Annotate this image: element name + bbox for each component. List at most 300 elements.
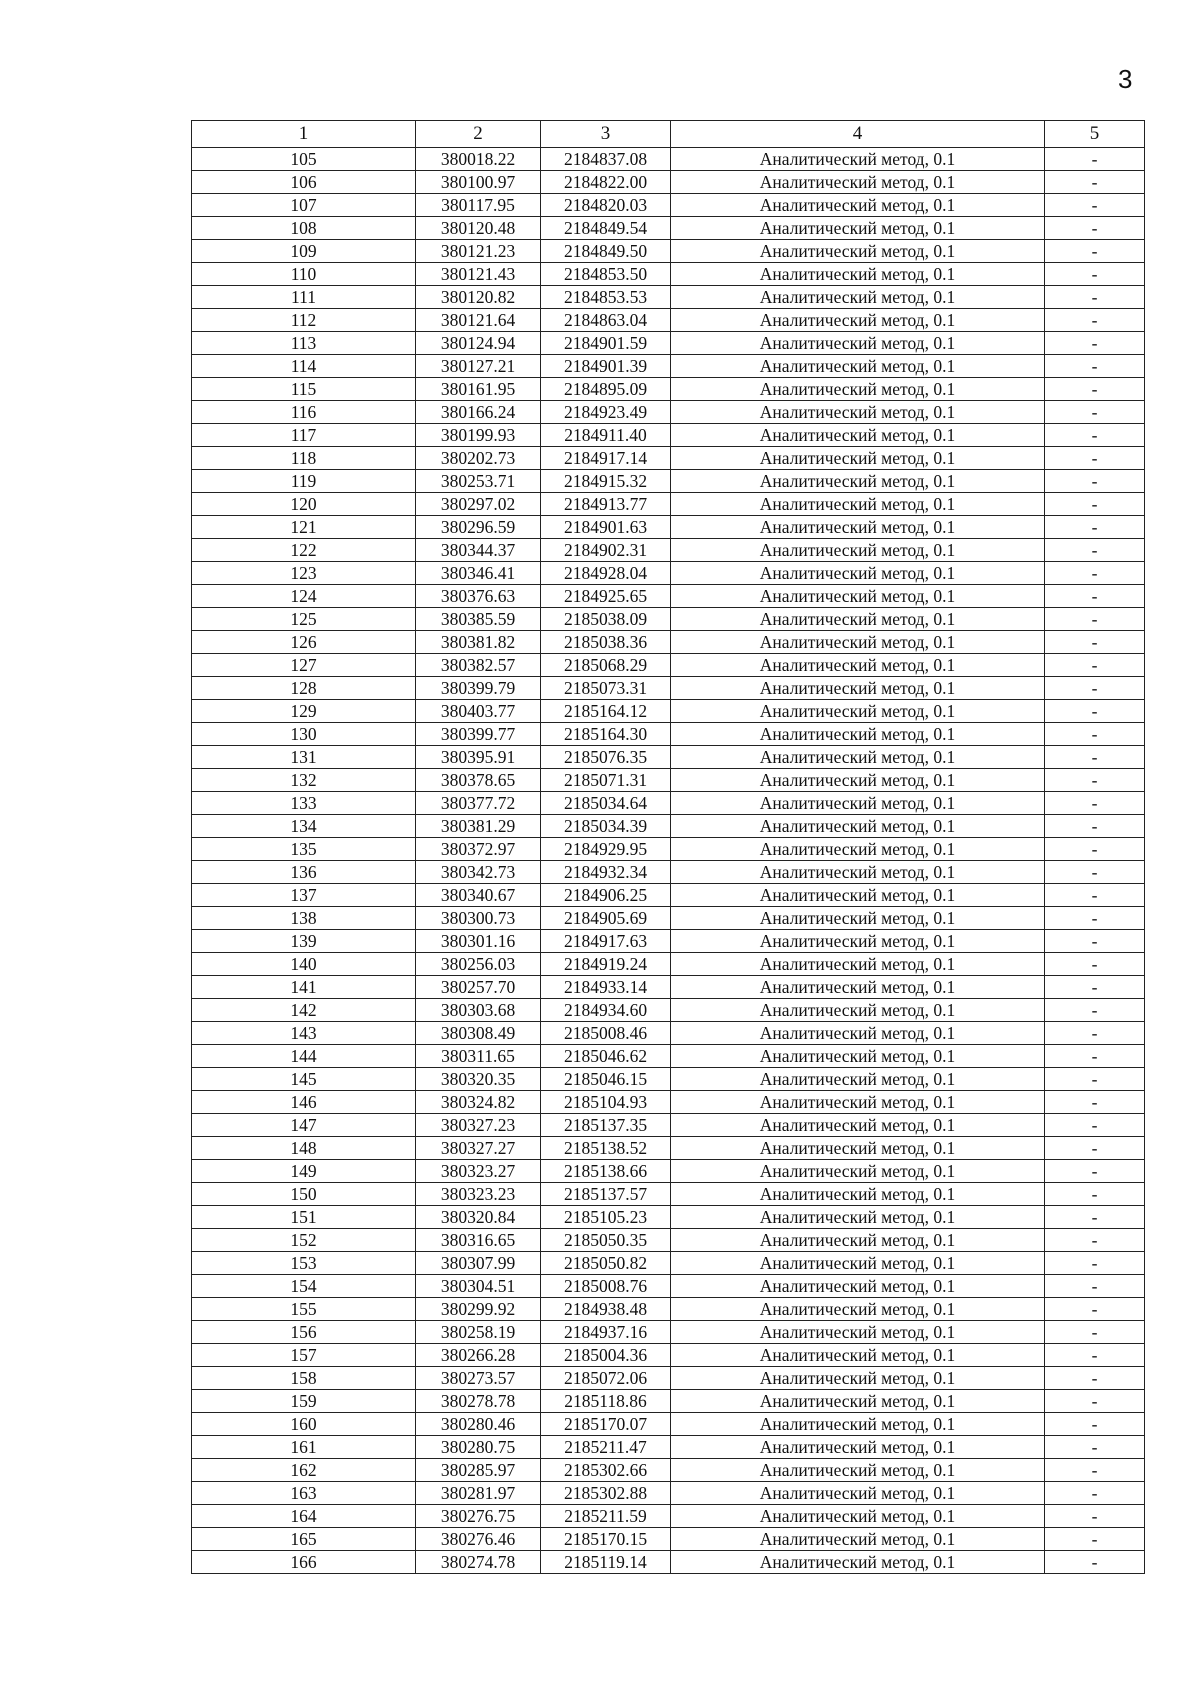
table-row: [192, 700, 1145, 723]
point-number-cell: 143: [192, 1022, 416, 1045]
x-coordinate-cell: 380327.23: [416, 1114, 541, 1137]
note-cell: -: [1045, 1206, 1145, 1229]
x-coordinate-cell: 380327.27: [416, 1137, 541, 1160]
method-cell: Аналитический метод, 0.1: [671, 700, 1045, 723]
point-number-cell: 156: [192, 1321, 416, 1344]
x-coordinate-cell: 380018.22: [416, 148, 541, 171]
point-number-cell: 161: [192, 1436, 416, 1459]
method-cell: Аналитический метод, 0.1: [671, 309, 1045, 332]
table-row: [192, 240, 1145, 263]
y-coordinate-cell: 2184929.95: [541, 838, 671, 861]
note-cell: -: [1045, 1505, 1145, 1528]
x-coordinate-cell: 380266.28: [416, 1344, 541, 1367]
x-coordinate-cell: 380299.92: [416, 1298, 541, 1321]
point-number-cell: 120: [192, 493, 416, 516]
point-number-cell: 129: [192, 700, 416, 723]
x-coordinate-cell: 380311.65: [416, 1045, 541, 1068]
y-coordinate-cell: 2185137.35: [541, 1114, 671, 1137]
note-cell: -: [1045, 263, 1145, 286]
y-coordinate-cell: 2185138.66: [541, 1160, 671, 1183]
x-coordinate-cell: 380100.97: [416, 171, 541, 194]
y-coordinate-cell: 2185211.47: [541, 1436, 671, 1459]
point-number-cell: 106: [192, 171, 416, 194]
note-cell: -: [1045, 654, 1145, 677]
method-cell: Аналитический метод, 0.1: [671, 608, 1045, 631]
table-row: [192, 1436, 1145, 1459]
y-coordinate-cell: 2184820.03: [541, 194, 671, 217]
point-number-cell: 115: [192, 378, 416, 401]
method-cell: Аналитический метод, 0.1: [671, 1160, 1045, 1183]
method-cell: Аналитический метод, 0.1: [671, 1091, 1045, 1114]
method-cell: Аналитический метод, 0.1: [671, 424, 1045, 447]
table-row: [192, 1344, 1145, 1367]
table-row: [192, 309, 1145, 332]
point-number-cell: 160: [192, 1413, 416, 1436]
y-coordinate-cell: 2185164.12: [541, 700, 671, 723]
note-cell: -: [1045, 1321, 1145, 1344]
method-cell: Аналитический метод, 0.1: [671, 815, 1045, 838]
x-coordinate-cell: 380340.67: [416, 884, 541, 907]
x-coordinate-cell: 380399.77: [416, 723, 541, 746]
method-cell: Аналитический метод, 0.1: [671, 769, 1045, 792]
method-cell: Аналитический метод, 0.1: [671, 1275, 1045, 1298]
note-cell: -: [1045, 286, 1145, 309]
y-coordinate-cell: 2185170.15: [541, 1528, 671, 1551]
x-coordinate-cell: 380120.48: [416, 217, 541, 240]
note-cell: -: [1045, 976, 1145, 999]
method-cell: Аналитический метод, 0.1: [671, 1068, 1045, 1091]
table-row: [192, 746, 1145, 769]
y-coordinate-cell: 2185302.66: [541, 1459, 671, 1482]
y-coordinate-cell: 2185211.59: [541, 1505, 671, 1528]
point-number-cell: 119: [192, 470, 416, 493]
method-cell: Аналитический метод, 0.1: [671, 746, 1045, 769]
y-coordinate-cell: 2185073.31: [541, 677, 671, 700]
note-cell: -: [1045, 1298, 1145, 1321]
table-row: [192, 1275, 1145, 1298]
point-number-cell: 151: [192, 1206, 416, 1229]
y-coordinate-cell: 2185105.23: [541, 1206, 671, 1229]
method-cell: Аналитический метод, 0.1: [671, 654, 1045, 677]
point-number-cell: 136: [192, 861, 416, 884]
x-coordinate-cell: 380403.77: [416, 700, 541, 723]
x-coordinate-cell: 380166.24: [416, 401, 541, 424]
table-row: [192, 355, 1145, 378]
x-coordinate-cell: 380280.46: [416, 1413, 541, 1436]
y-coordinate-cell: 2185068.29: [541, 654, 671, 677]
method-cell: Аналитический метод, 0.1: [671, 1390, 1045, 1413]
y-coordinate-cell: 2185138.52: [541, 1137, 671, 1160]
y-coordinate-cell: 2185038.36: [541, 631, 671, 654]
x-coordinate-cell: 380253.71: [416, 470, 541, 493]
point-number-cell: 144: [192, 1045, 416, 1068]
table-row: [192, 953, 1145, 976]
method-cell: Аналитический метод, 0.1: [671, 401, 1045, 424]
note-cell: -: [1045, 769, 1145, 792]
method-cell: Аналитический метод, 0.1: [671, 1551, 1045, 1574]
y-coordinate-cell: 2185072.06: [541, 1367, 671, 1390]
x-coordinate-cell: 380280.75: [416, 1436, 541, 1459]
y-coordinate-cell: 2185076.35: [541, 746, 671, 769]
table-row: [192, 378, 1145, 401]
point-number-cell: 110: [192, 263, 416, 286]
y-coordinate-cell: 2184915.32: [541, 470, 671, 493]
table-row: [192, 1505, 1145, 1528]
point-number-cell: 152: [192, 1229, 416, 1252]
y-coordinate-cell: 2184895.09: [541, 378, 671, 401]
table-row: [192, 1459, 1145, 1482]
method-cell: Аналитический метод, 0.1: [671, 999, 1045, 1022]
method-cell: Аналитический метод, 0.1: [671, 1367, 1045, 1390]
table-row: [192, 539, 1145, 562]
note-cell: -: [1045, 1390, 1145, 1413]
point-number-cell: 111: [192, 286, 416, 309]
method-cell: Аналитический метод, 0.1: [671, 194, 1045, 217]
method-cell: Аналитический метод, 0.1: [671, 930, 1045, 953]
method-cell: Аналитический метод, 0.1: [671, 1344, 1045, 1367]
x-coordinate-cell: 380127.21: [416, 355, 541, 378]
note-cell: -: [1045, 838, 1145, 861]
table-row: [192, 884, 1145, 907]
note-cell: -: [1045, 1160, 1145, 1183]
table-row: [192, 493, 1145, 516]
point-number-cell: 132: [192, 769, 416, 792]
coordinates-table: [191, 120, 1145, 1574]
point-number-cell: 108: [192, 217, 416, 240]
y-coordinate-cell: 2185071.31: [541, 769, 671, 792]
table-row: [192, 217, 1145, 240]
note-cell: -: [1045, 562, 1145, 585]
table-row: [192, 424, 1145, 447]
table-row: [192, 447, 1145, 470]
method-cell: Аналитический метод, 0.1: [671, 562, 1045, 585]
table-row: [192, 332, 1145, 355]
method-cell: Аналитический метод, 0.1: [671, 585, 1045, 608]
table-row: [192, 861, 1145, 884]
table-row: [192, 1114, 1145, 1137]
table-row: [192, 585, 1145, 608]
method-cell: Аналитический метод, 0.1: [671, 861, 1045, 884]
table-row: [192, 1551, 1145, 1574]
method-cell: Аналитический метод, 0.1: [671, 516, 1045, 539]
point-number-cell: 122: [192, 539, 416, 562]
y-coordinate-cell: 2184932.34: [541, 861, 671, 884]
y-coordinate-cell: 2185118.86: [541, 1390, 671, 1413]
point-number-cell: 131: [192, 746, 416, 769]
note-cell: -: [1045, 516, 1145, 539]
table-row: [192, 1390, 1145, 1413]
method-cell: Аналитический метод, 0.1: [671, 1413, 1045, 1436]
x-coordinate-cell: 380378.65: [416, 769, 541, 792]
y-coordinate-cell: 2184849.54: [541, 217, 671, 240]
method-cell: Аналитический метод, 0.1: [671, 493, 1045, 516]
note-cell: -: [1045, 1459, 1145, 1482]
method-cell: Аналитический метод, 0.1: [671, 171, 1045, 194]
x-coordinate-cell: 380304.51: [416, 1275, 541, 1298]
note-cell: -: [1045, 1413, 1145, 1436]
x-coordinate-cell: 380320.35: [416, 1068, 541, 1091]
note-cell: -: [1045, 723, 1145, 746]
table-row: [192, 401, 1145, 424]
table-row: [192, 1229, 1145, 1252]
note-cell: -: [1045, 1137, 1145, 1160]
x-coordinate-cell: 380285.97: [416, 1459, 541, 1482]
y-coordinate-cell: 2185034.39: [541, 815, 671, 838]
method-cell: Аналитический метод, 0.1: [671, 263, 1045, 286]
note-cell: -: [1045, 194, 1145, 217]
point-number-cell: 105: [192, 148, 416, 171]
y-coordinate-cell: 2185137.57: [541, 1183, 671, 1206]
table-row: [192, 815, 1145, 838]
method-cell: Аналитический метод, 0.1: [671, 1436, 1045, 1459]
point-number-cell: 128: [192, 677, 416, 700]
note-cell: -: [1045, 309, 1145, 332]
point-number-cell: 166: [192, 1551, 416, 1574]
table-row: [192, 1068, 1145, 1091]
point-number-cell: 158: [192, 1367, 416, 1390]
table-row: [192, 1252, 1145, 1275]
method-cell: Аналитический метод, 0.1: [671, 148, 1045, 171]
x-coordinate-cell: 380381.29: [416, 815, 541, 838]
x-coordinate-cell: 380161.95: [416, 378, 541, 401]
point-number-cell: 141: [192, 976, 416, 999]
note-cell: -: [1045, 1482, 1145, 1505]
note-cell: -: [1045, 355, 1145, 378]
note-cell: -: [1045, 1114, 1145, 1137]
method-cell: Аналитический метод, 0.1: [671, 1022, 1045, 1045]
table-row: [192, 1045, 1145, 1068]
y-coordinate-cell: 2184937.16: [541, 1321, 671, 1344]
x-coordinate-cell: 380257.70: [416, 976, 541, 999]
y-coordinate-cell: 2184901.63: [541, 516, 671, 539]
note-cell: -: [1045, 631, 1145, 654]
y-coordinate-cell: 2184938.48: [541, 1298, 671, 1321]
point-number-cell: 137: [192, 884, 416, 907]
column-header-3: 3: [541, 121, 671, 148]
x-coordinate-cell: 380120.82: [416, 286, 541, 309]
point-number-cell: 153: [192, 1252, 416, 1275]
table-header-row: [192, 121, 1145, 148]
method-cell: Аналитический метод, 0.1: [671, 1206, 1045, 1229]
point-number-cell: 155: [192, 1298, 416, 1321]
table-row: [192, 838, 1145, 861]
note-cell: -: [1045, 746, 1145, 769]
table-row: [192, 1298, 1145, 1321]
point-number-cell: 127: [192, 654, 416, 677]
method-cell: Аналитический метод, 0.1: [671, 1321, 1045, 1344]
note-cell: -: [1045, 493, 1145, 516]
table-row: [192, 1528, 1145, 1551]
point-number-cell: 112: [192, 309, 416, 332]
table-row: [192, 470, 1145, 493]
method-cell: Аналитический метод, 0.1: [671, 953, 1045, 976]
y-coordinate-cell: 2185008.76: [541, 1275, 671, 1298]
x-coordinate-cell: 380300.73: [416, 907, 541, 930]
table-row: [192, 1137, 1145, 1160]
point-number-cell: 134: [192, 815, 416, 838]
y-coordinate-cell: 2184917.14: [541, 447, 671, 470]
point-number-cell: 147: [192, 1114, 416, 1137]
x-coordinate-cell: 380382.57: [416, 654, 541, 677]
table-row: [192, 562, 1145, 585]
y-coordinate-cell: 2184902.31: [541, 539, 671, 562]
method-cell: Аналитический метод, 0.1: [671, 1482, 1045, 1505]
table-row: [192, 631, 1145, 654]
column-header-5: 5: [1045, 121, 1145, 148]
x-coordinate-cell: 380308.49: [416, 1022, 541, 1045]
note-cell: -: [1045, 1068, 1145, 1091]
point-number-cell: 109: [192, 240, 416, 263]
note-cell: -: [1045, 1551, 1145, 1574]
note-cell: -: [1045, 1252, 1145, 1275]
note-cell: -: [1045, 700, 1145, 723]
note-cell: -: [1045, 792, 1145, 815]
x-coordinate-cell: 380320.84: [416, 1206, 541, 1229]
y-coordinate-cell: 2184917.63: [541, 930, 671, 953]
point-number-cell: 163: [192, 1482, 416, 1505]
y-coordinate-cell: 2184933.14: [541, 976, 671, 999]
point-number-cell: 139: [192, 930, 416, 953]
y-coordinate-cell: 2184853.50: [541, 263, 671, 286]
table-row: [192, 1091, 1145, 1114]
note-cell: -: [1045, 677, 1145, 700]
x-coordinate-cell: 380296.59: [416, 516, 541, 539]
point-number-cell: 135: [192, 838, 416, 861]
coordinates-table-container: [191, 120, 1145, 1574]
table-row: [192, 769, 1145, 792]
y-coordinate-cell: 2185119.14: [541, 1551, 671, 1574]
note-cell: -: [1045, 1528, 1145, 1551]
point-number-cell: 114: [192, 355, 416, 378]
method-cell: Аналитический метод, 0.1: [671, 838, 1045, 861]
table-row: [192, 1183, 1145, 1206]
point-number-cell: 121: [192, 516, 416, 539]
note-cell: -: [1045, 608, 1145, 631]
note-cell: -: [1045, 1436, 1145, 1459]
method-cell: Аналитический метод, 0.1: [671, 1045, 1045, 1068]
method-cell: Аналитический метод, 0.1: [671, 217, 1045, 240]
y-coordinate-cell: 2184906.25: [541, 884, 671, 907]
point-number-cell: 148: [192, 1137, 416, 1160]
y-coordinate-cell: 2184905.69: [541, 907, 671, 930]
method-cell: Аналитический метод, 0.1: [671, 286, 1045, 309]
note-cell: -: [1045, 930, 1145, 953]
method-cell: Аналитический метод, 0.1: [671, 332, 1045, 355]
point-number-cell: 150: [192, 1183, 416, 1206]
y-coordinate-cell: 2185050.82: [541, 1252, 671, 1275]
x-coordinate-cell: 380323.27: [416, 1160, 541, 1183]
point-number-cell: 165: [192, 1528, 416, 1551]
y-coordinate-cell: 2184863.04: [541, 309, 671, 332]
method-cell: Аналитический метод, 0.1: [671, 1528, 1045, 1551]
y-coordinate-cell: 2184911.40: [541, 424, 671, 447]
table-row: [192, 286, 1145, 309]
y-coordinate-cell: 2185038.09: [541, 608, 671, 631]
point-number-cell: 162: [192, 1459, 416, 1482]
y-coordinate-cell: 2184928.04: [541, 562, 671, 585]
y-coordinate-cell: 2184913.77: [541, 493, 671, 516]
table-row: [192, 516, 1145, 539]
table-row: [192, 723, 1145, 746]
table-row: [192, 1321, 1145, 1344]
table-row: [192, 1022, 1145, 1045]
x-coordinate-cell: 380372.97: [416, 838, 541, 861]
y-coordinate-cell: 2184919.24: [541, 953, 671, 976]
table-row: [192, 907, 1145, 930]
note-cell: -: [1045, 585, 1145, 608]
point-number-cell: 159: [192, 1390, 416, 1413]
x-coordinate-cell: 380117.95: [416, 194, 541, 217]
table-row: [192, 148, 1145, 171]
table-row: [192, 999, 1145, 1022]
x-coordinate-cell: 380344.37: [416, 539, 541, 562]
x-coordinate-cell: 380324.82: [416, 1091, 541, 1114]
y-coordinate-cell: 2185008.46: [541, 1022, 671, 1045]
column-header-2: 2: [416, 121, 541, 148]
table-row: [192, 171, 1145, 194]
x-coordinate-cell: 380376.63: [416, 585, 541, 608]
x-coordinate-cell: 380124.94: [416, 332, 541, 355]
point-number-cell: 126: [192, 631, 416, 654]
note-cell: -: [1045, 1275, 1145, 1298]
column-header-1: 1: [192, 121, 416, 148]
table-row: [192, 1160, 1145, 1183]
x-coordinate-cell: 380278.78: [416, 1390, 541, 1413]
note-cell: -: [1045, 401, 1145, 424]
point-number-cell: 116: [192, 401, 416, 424]
x-coordinate-cell: 380381.82: [416, 631, 541, 654]
point-number-cell: 145: [192, 1068, 416, 1091]
x-coordinate-cell: 380395.91: [416, 746, 541, 769]
method-cell: Аналитический метод, 0.1: [671, 1183, 1045, 1206]
method-cell: Аналитический метод, 0.1: [671, 1505, 1045, 1528]
method-cell: Аналитический метод, 0.1: [671, 470, 1045, 493]
y-coordinate-cell: 2184934.60: [541, 999, 671, 1022]
method-cell: Аналитический метод, 0.1: [671, 1459, 1045, 1482]
y-coordinate-cell: 2184849.50: [541, 240, 671, 263]
table-row: [192, 1482, 1145, 1505]
x-coordinate-cell: 380281.97: [416, 1482, 541, 1505]
method-cell: Аналитический метод, 0.1: [671, 240, 1045, 263]
x-coordinate-cell: 380301.16: [416, 930, 541, 953]
note-cell: -: [1045, 1045, 1145, 1068]
x-coordinate-cell: 380121.64: [416, 309, 541, 332]
x-coordinate-cell: 380316.65: [416, 1229, 541, 1252]
table-body: [192, 148, 1145, 1574]
table-row: [192, 930, 1145, 953]
note-cell: -: [1045, 861, 1145, 884]
y-coordinate-cell: 2184901.59: [541, 332, 671, 355]
table-row: [192, 1413, 1145, 1436]
method-cell: Аналитический метод, 0.1: [671, 447, 1045, 470]
x-coordinate-cell: 380273.57: [416, 1367, 541, 1390]
method-cell: Аналитический метод, 0.1: [671, 1298, 1045, 1321]
point-number-cell: 154: [192, 1275, 416, 1298]
y-coordinate-cell: 2184901.39: [541, 355, 671, 378]
note-cell: -: [1045, 907, 1145, 930]
x-coordinate-cell: 380121.23: [416, 240, 541, 263]
x-coordinate-cell: 380199.93: [416, 424, 541, 447]
method-cell: Аналитический метод, 0.1: [671, 1229, 1045, 1252]
table-row: [192, 1206, 1145, 1229]
y-coordinate-cell: 2185034.64: [541, 792, 671, 815]
note-cell: -: [1045, 953, 1145, 976]
note-cell: -: [1045, 148, 1145, 171]
y-coordinate-cell: 2185302.88: [541, 1482, 671, 1505]
x-coordinate-cell: 380274.78: [416, 1551, 541, 1574]
x-coordinate-cell: 380256.03: [416, 953, 541, 976]
y-coordinate-cell: 2184837.08: [541, 148, 671, 171]
